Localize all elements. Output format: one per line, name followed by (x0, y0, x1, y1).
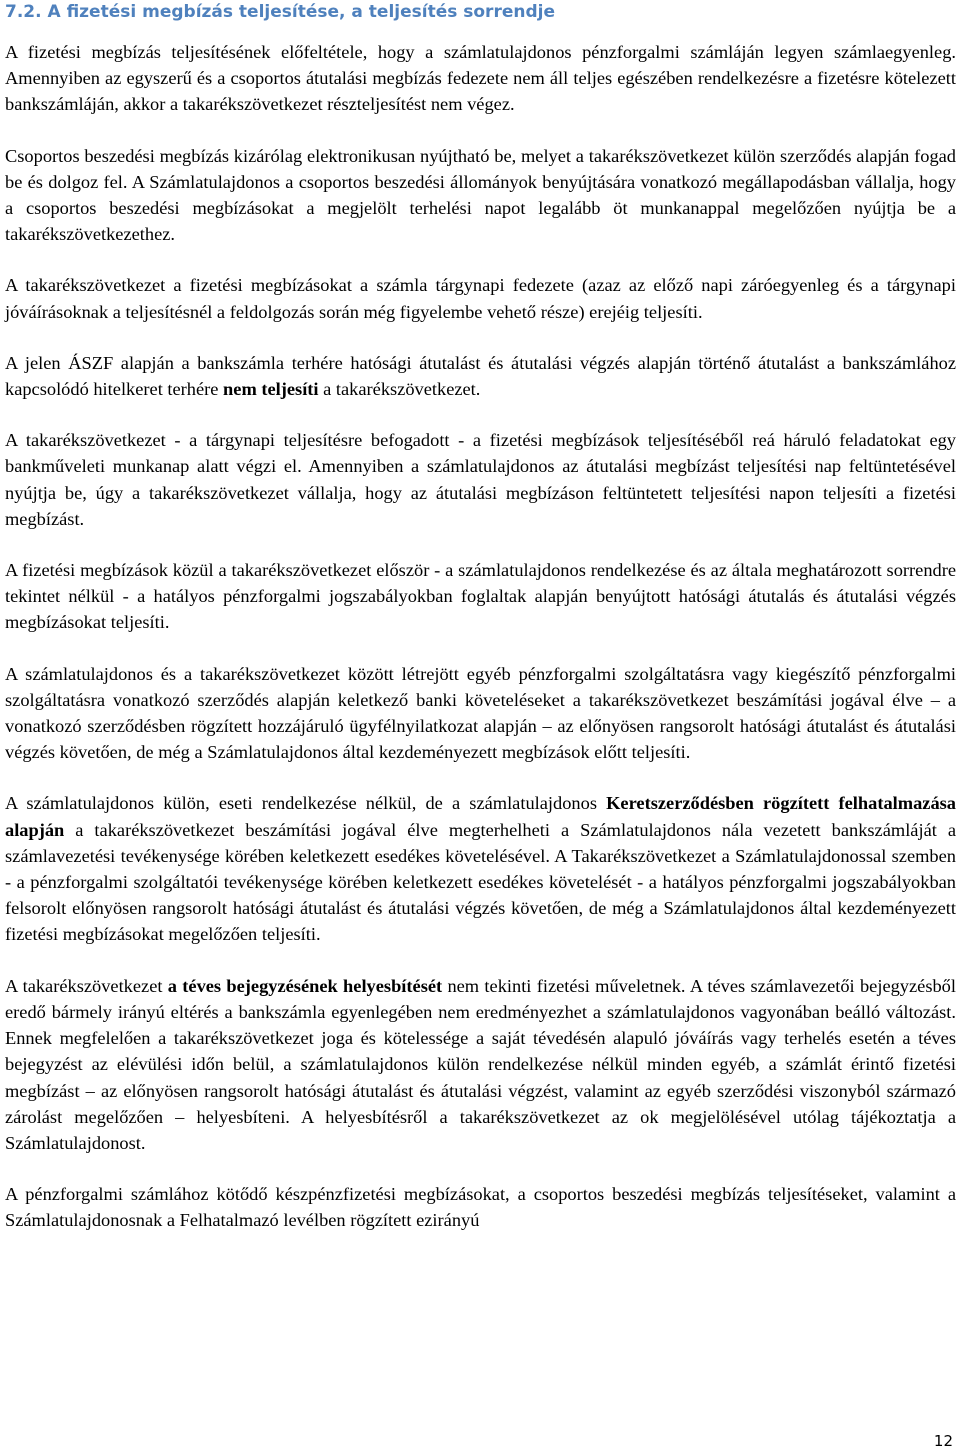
paragraph-8-bold: Keretszerződésben rögzített felhatalmazása alapján (5, 793, 956, 840)
paragraph-4-text-c: a takarékszövetkezet. (318, 379, 481, 400)
paragraph-7: A számlatulajdonos és a takarékszövetkezet között létrejött egyéb pénzforgalmi szolgáltatásra vagy kiegészítő pénzforgalmi szolgáltatásra vonatkozó szerződés alapján keletkező banki követeléseket a takarékszövetkezet beszámítási jogával élve – a vonatkozó szerződésben rögzített hozzájáruló ügyfélnyilatkozat alapján – az előnyösen rangsorolt hatósági átutalást és átutalási végzés követően, de még a Számlatulajdonos által kezdeményezett megbízások előtt teljesíti. (5, 663, 956, 763)
paragraph-5: A takarékszövetkezet - a tárgynapi teljesítésre befogadott - a fizetési megbízások teljesítéséből reá háruló feladatokat egy bankműveleti munkanap alatt végzi el. Amennyiben a számlatulajdonos az átutalási megbízást teljesítési nap feltüntetésével nyújtja be, úgy a takarékszövetkezet vállalja, hogy az átutalási megbízáson feltüntetett teljesítési napon teljesíti a fizetési megbízást. (5, 430, 956, 529)
paragraph-9-text-a: A takarékszövetkezet (5, 975, 168, 996)
paragraph-8-text-a: A számlatulajdonos külön, eseti rendelkezése nélkül, de a számlatulajdonos (5, 793, 607, 814)
paragraph-2: Csoportos beszedési megbízás kizárólag elektronikusan nyújtható be, melyet a takarékszövetkezet külön szerződés alapján fogad be és dolgoz fel. A Számlatulajdonos a csoportos beszedési állományok benyújtására vonatkozó megállapodásban vállalja, hogy a csoportos beszedési megbízásokat a megjelölt terhelési napot legalább öt munkanappal megelőzően nyújtja be a takarékszövetkezethez. (5, 145, 956, 245)
paragraph-8 (5, 790, 956, 947)
paragraph-9-bold: a téves bejegyzésének helyesbítését (167, 975, 443, 996)
paragraph-4-bold: nem teljesíti (223, 379, 319, 400)
page-number: 12 (933, 1432, 953, 1450)
paragraph-10: A pénzforgalmi számlához kötődő készpénzfizetési megbízásokat, a csoportos beszedési megbízás teljesítéseket, valamint a Számlatulajdonosnak a Felhatalmazó levélben rögzített ezirányú (5, 1184, 956, 1231)
paragraph-8-text-c: a takarékszövetkezet beszámítási jogával élve megterhelheti a Számlatulajdonos nála vezetett bankszámláját a számlavezetési tevékenysége körében keletkezett esedékes követelésével. A Takarékszövetkezet a Számlatulajdonossal szemben - a pénzforgalmi szolgáltatói tevékenysége körében keletkezett esedékes követelését - a hatályos pénzforgalmi jogszabályokban felsorolt előnyösen rangsorolt hatósági átutalást és átutalási végzés követően, de még a Számlatulajdonos által kezdeményezett fizetési megbízásokat megelőzően teljesíti. (5, 819, 956, 945)
paragraph-4 (5, 350, 956, 402)
document-page (5, 0, 956, 1234)
section-heading: 7.2. A fizetési megbízás teljesítése, a teljesítés sorrendje (5, 2, 555, 22)
paragraph-3: A takarékszövetkezet a fizetési megbízásokat a számla tárgynapi fedezete (azaz az előző napi záróegyenleg és a tárgynapi jóváírásoknak a teljesítésnél a feldolgozás során még figyelembe vehető része) erejéig teljesíti. (5, 275, 956, 322)
paragraph-4-text-a: A jelen ÁSZF alapján a bankszámla terhére hatósági átutalást és átutalási végzés alapján történő átutalást a bankszámlához kapcsolódó hitelkeret terhére (5, 352, 956, 400)
paragraph-1: A fizetési megbízás teljesítésének előfeltétele, hogy a számlatulajdonos pénzforgalmi számláján legyen számlaegyenleg. Amennyiben az egyszerű és a csoportos átutalási megbízás fedezete nem áll teljes egészében rendelkezésre a fizetésre kötelezett bankszámláján, akkor a takarékszövetkezet részteljesítést nem végez. (5, 42, 956, 115)
paragraph-9-text-c: nem tekinti fizetési műveletnek. A téves számlavezetői bejegyzésből eredő bármely irányú eltérés a bankszámla egyenlegében nem eredményezhet a számlatulajdonos vagyonában beálló változást. Ennek megfelelően a takarékszövetkezet joga és kötelessége a saját tévedésén alapuló jóváírás vagy terhelés esetén a téves bejegyzést az elévülési időn belül, a számlatulajdonos külön rendelkezése nélkül minden egyéb, a számlát érintő fizetési megbízást – az előnyösen rangsorolt hatósági átutalást és átutalási végzést, valamint az egyéb szerződési viszonyból származó zárolást megelőzően – helyesbíteni. A helyesbítésről a takarékszövetkezet az ok megjelölésével utólag tájékoztatja a Számlatulajdonost. (5, 975, 956, 1153)
paragraph-9 (5, 973, 956, 1156)
paragraph-6: A fizetési megbízások közül a takarékszövetkezet először - a számlatulajdonos rendelkezése és az általa meghatározott sorrendre tekintet nélkül - a hatályos pénzforgalmi jogszabályokban foglaltak alapján benyújtott hatósági átutalás és átutalási végzés megbízásokat teljesíti. (5, 560, 956, 633)
